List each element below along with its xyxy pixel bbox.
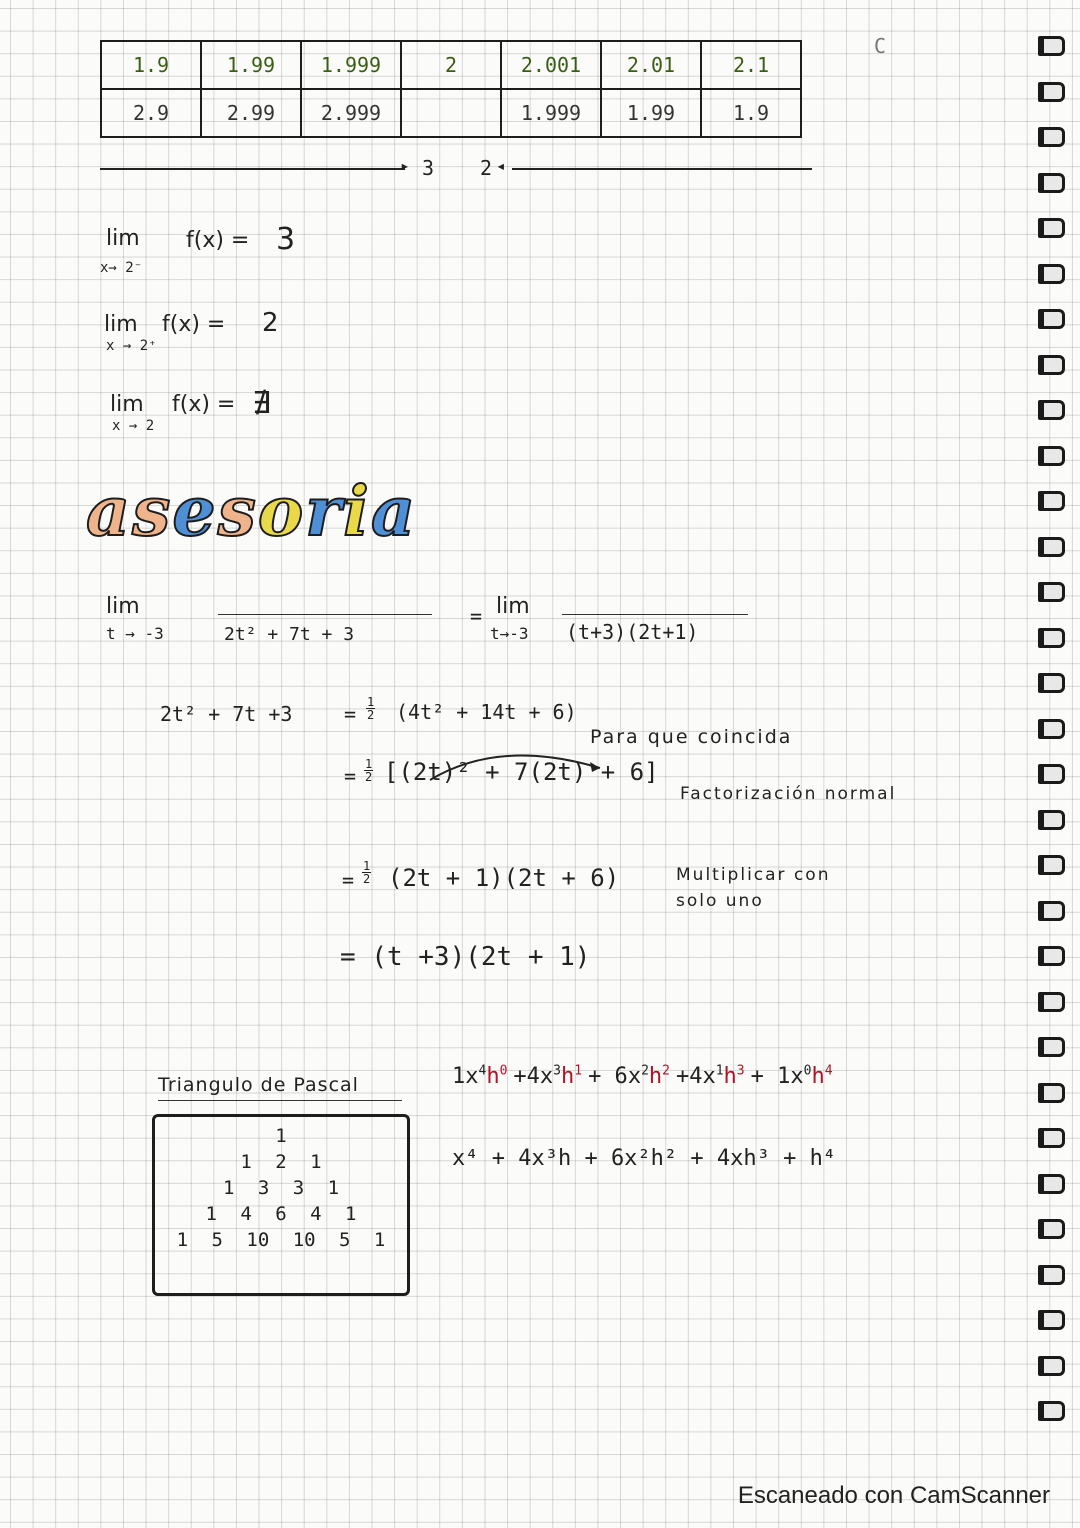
table-cell: 1.999 [301,41,401,89]
table-cell: 2.9 [101,89,201,137]
spiral-ring [1034,808,1060,828]
spiral-ring [1034,1399,1060,1419]
step-1-equals: = [344,702,357,726]
step-2-note: Factorización normal [680,784,897,804]
spiral-ring [1034,899,1060,919]
pascal-title: Triangulo de Pascal [158,1074,359,1096]
spiral-ring [1034,216,1060,236]
table-row-x [101,41,801,89]
spiral-ring [1034,853,1060,873]
problem-lhs-sub: t → -3 [106,624,164,643]
spiral-binding [1034,34,1064,1454]
step-1-frac: $\frac{1}{2}$ [367,695,375,722]
problem-rhs-lim: lim [496,594,530,619]
spiral-ring [1034,80,1060,100]
binomial-expansion [452,1064,839,1089]
limit-2-value: 2 [262,308,279,338]
spiral-ring [1034,671,1060,691]
title-letter: a [86,472,133,552]
spiral-ring [1034,1081,1060,1101]
spiral-ring [1034,762,1060,782]
binomial-term: $1x^4h^0$ [452,1064,508,1090]
spiral-ring [1034,1263,1060,1283]
step-1-expr: (4t² + 14t + 6) [396,700,577,724]
limit-3-sub: x → 2 [112,418,155,434]
spiral-ring [1034,307,1060,327]
problem-lhs-lim: lim [106,594,140,619]
right-arrow-line [512,168,812,170]
spiral-ring [1034,444,1060,464]
step-3-note: Multiplicar con solo uno [676,865,831,911]
table-cell: 1.99 [201,41,301,89]
title-letter: o [257,472,306,552]
scanner-watermark: Escaneado con CamScanner [737,1482,1050,1509]
step-4-value: (t +3)(2t + 1) [371,942,591,972]
binomial-simplified: x⁴ + 4x³h + 6x²h² + 4xh³ + h⁴ [452,1146,837,1171]
limit-1-sub: x→ 2⁻ [100,260,143,276]
title-letter: s [217,472,258,552]
pascal-triangle-box [152,1114,410,1296]
table-cell: 2.01 [601,41,701,89]
left-arrow-line [100,168,405,170]
pascal-title-underline [158,1100,402,1101]
limit-2-sub: x → 2⁺ [106,338,157,354]
equals-sign: = [470,604,483,628]
spiral-ring [1034,626,1060,646]
table-cell: 2.1 [701,41,801,89]
table-cell: 1.9 [101,41,201,89]
pascal-row: 1 4 6 4 1 [205,1203,357,1225]
pascal-row: 1 3 3 1 [222,1177,340,1199]
arrow-right-value: 2 [480,156,493,180]
spiral-ring [1034,580,1060,600]
problem-rhs-expr: (t+3)(2t+1) [566,620,699,644]
table-cell: 2.999 [301,89,401,137]
binomial-term: + $6x^2h^2$ [588,1064,670,1090]
spiral-ring [1034,171,1060,191]
step-3-equals: = [342,868,355,892]
limit-2-expr: f(x) = [162,312,226,337]
table-cell: 2 [401,41,501,89]
spiral-ring [1034,353,1060,373]
title-letter: e [172,472,218,552]
pascal-row: 1 [275,1125,287,1147]
binomial-term: $+4x^3h^1$ [513,1064,583,1090]
binomial-term: + $1x^0h^4$ [750,1064,833,1090]
table-row-y [101,89,801,137]
spiral-ring [1034,535,1060,555]
limit-3-expr: f(x) = [172,392,236,417]
spiral-ring [1034,1172,1060,1192]
limit-1-expr: f(x) = [186,228,250,253]
corner-mark: C [874,34,887,58]
problem-lhs-expr: 2t² + 7t + 3 [224,624,355,645]
title-letter: i [343,472,371,552]
table-cell: 1.999 [501,89,601,137]
table-cell: 2.99 [201,89,301,137]
spiral-ring [1034,262,1060,282]
step-2-equals: = [344,764,357,788]
problem-rhs-sub: t→-3 [490,624,529,643]
spiral-ring [1034,1126,1060,1146]
spiral-ring [1034,1217,1060,1237]
limit-3-lim: lim [110,392,144,417]
spiral-ring [1034,717,1060,737]
note-para: Para que coincida [590,726,793,748]
limit-1-lim: lim [106,226,140,251]
table-cell [401,89,501,137]
title-letter: a [370,472,418,552]
step-1-left: 2t² + 7t +3 [160,702,293,726]
limit-2-lim: lim [104,312,138,337]
arrow-left-head-icon: ◂ [496,156,506,175]
title-letter: r [305,472,344,552]
spiral-ring [1034,34,1060,54]
fraction-bar [218,614,432,615]
spiral-ring [1034,1308,1060,1328]
table-cell: 1.9 [701,89,801,137]
arrow-right-head-icon: ▸ [400,156,410,175]
spiral-ring [1034,1354,1060,1374]
limit-3-value: ∄ [252,386,271,421]
binomial-term: $+4x^1h^3$ [675,1064,745,1090]
spiral-ring [1034,1035,1060,1055]
pascal-row: 1 2 1 [240,1151,322,1173]
spiral-ring [1034,944,1060,964]
limit-1-value: 3 [276,222,296,257]
pascal-row: 1 5 10 10 5 1 [176,1229,386,1251]
table-cell: 2.001 [501,41,601,89]
value-table [100,40,802,138]
title-letter: s [132,472,173,552]
spiral-ring [1034,125,1060,145]
step-3-frac: $\frac{1}{2}$ [363,859,371,886]
section-title [86,472,417,552]
step-2-frac: $\frac{1}{2}$ [365,757,373,784]
fraction-bar [562,614,748,615]
step-2-expr: [(2t)² + 7(2t) + 6] [384,758,659,786]
spiral-ring [1034,489,1060,509]
spiral-ring [1034,990,1060,1010]
spiral-ring [1034,398,1060,418]
table-cell: 1.99 [601,89,701,137]
arrow-left-value: 3 [422,156,435,180]
step-4-expr: = (t +3)(2t + 1) [340,942,591,972]
step-3-expr: (2t + 1)(2t + 6) [388,864,620,892]
